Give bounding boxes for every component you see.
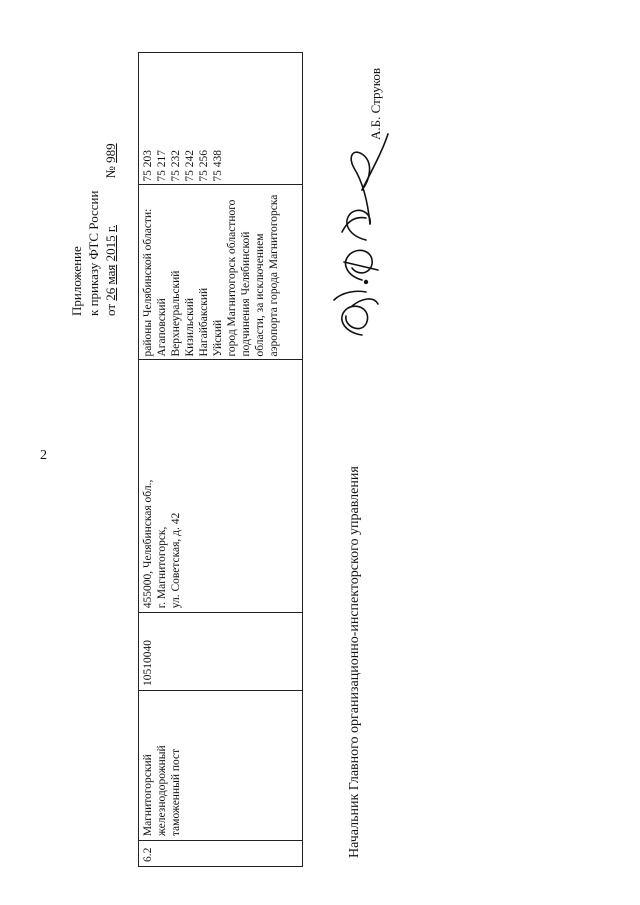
appendix-title: Приложение [69, 246, 84, 316]
order-date-year: 2015 [103, 235, 118, 262]
customs-posts-table [138, 52, 303, 867]
signatory-position: Начальник Главного организационно-инспекторского управления [347, 466, 362, 858]
handwritten-signature [322, 120, 392, 350]
signatory-name: А.Б. Струков [368, 67, 383, 140]
order-date-day: 26 [103, 287, 118, 301]
post-code-cell: 10510040 [139, 613, 303, 691]
jurisdiction-area-cell: районы Челябинской области: Агаповский Верхнеуральский Кизильский Нагайбакский Уйский город Магнитогорск областного подчинения Челябинской области, за исключением аэропорта города Магнитогорска [139, 184, 303, 359]
table-row [139, 53, 303, 867]
order-reference: к приказу ФТС России [86, 190, 101, 316]
order-date-line: от 26 мая 2015 г. № 989 [103, 143, 118, 316]
order-number: 989 [103, 143, 118, 163]
row-number-cell: 6.2 [139, 841, 303, 867]
order-date-month: мая [103, 264, 118, 285]
page-number: 2 [40, 448, 47, 463]
okato-code-cell: 75 203 75 217 75 232 75 242 75 256 75 438 [139, 53, 303, 185]
post-address-cell: 455000, Челябинская обл., г. Магнитогорск, ул. Советская, д. 42 [139, 359, 303, 613]
appendix-header [68, 56, 119, 316]
post-name-cell: Магнитогорский железнодорожный таможенный пост [139, 690, 303, 840]
